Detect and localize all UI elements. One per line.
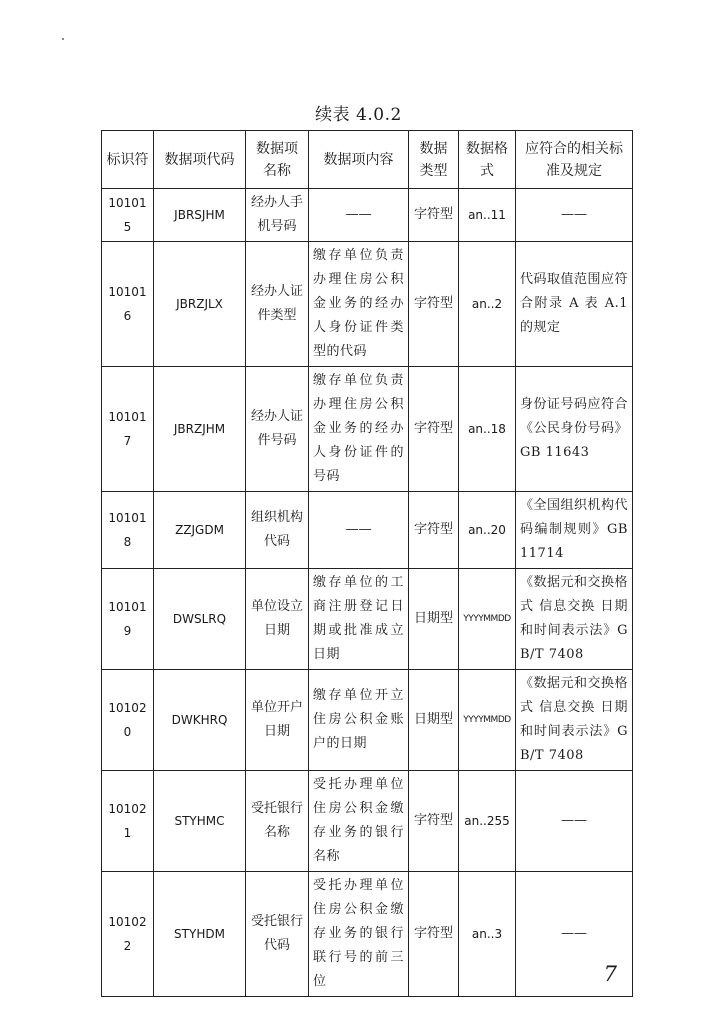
cell-type: 日期型: [409, 670, 459, 771]
cell-code: JBRZJLX: [154, 242, 246, 367]
cell-name: 组织机构代码: [246, 492, 309, 569]
cell-code: STYHDM: [154, 872, 246, 997]
cell-content: 缴存单位负责办理住房公积金业务的经办人身份证件的号码: [309, 367, 409, 492]
table-row: [102, 242, 633, 367]
cell-format: YYYYMMDD: [459, 569, 516, 670]
cell-content: 受托办理单位住房公积金缴存业务的银行名称: [309, 771, 409, 872]
cell-content: 缴存单位开立住房公积金账户的日期: [309, 670, 409, 771]
cell-standard: 《数据元和交换格式 信息交换 日期和时间表示法》GB/T 7408: [516, 569, 633, 670]
cell-standard: ——: [516, 771, 633, 872]
cell-standard: 代码取值范围应符合附录 A 表 A.1 的规定: [516, 242, 633, 367]
cell-identifier: 101020: [102, 670, 154, 771]
cell-type: 日期型: [409, 569, 459, 670]
table-row: [102, 872, 633, 997]
cell-name: 经办人证件号码: [246, 367, 309, 492]
cell-content: 受托办理单位住房公积金缴存业务的银行联行号的前三位: [309, 872, 409, 997]
cell-format: an..3: [459, 872, 516, 997]
table-row: [102, 189, 633, 242]
table-row: [102, 367, 633, 492]
header-item-name: 数据项名称: [246, 131, 309, 189]
cell-type: 字符型: [409, 872, 459, 997]
cell-code: ZZJGDM: [154, 492, 246, 569]
table-row: [102, 670, 633, 771]
data-item-table: [101, 130, 633, 997]
table-caption: 续表 4.0.2: [315, 105, 402, 125]
cell-format: an..20: [459, 492, 516, 569]
header-data-type: 数据类型: [409, 131, 459, 189]
cell-standard: 《数据元和交换格式 信息交换 日期和时间表示法》GB/T 7408: [516, 670, 633, 771]
scan-dot: [62, 38, 64, 40]
page-number: 7: [603, 962, 617, 986]
cell-standard: ——: [516, 872, 633, 997]
cell-standard: 身份证号码应符合《公民身份号码》GB 11643: [516, 367, 633, 492]
cell-identifier: 101022: [102, 872, 154, 997]
cell-identifier: 101018: [102, 492, 154, 569]
cell-type: 字符型: [409, 242, 459, 367]
cell-type: 字符型: [409, 771, 459, 872]
cell-identifier: 101015: [102, 189, 154, 242]
cell-code: DWKHRQ: [154, 670, 246, 771]
cell-name: 单位开户日期: [246, 670, 309, 771]
cell-code: JBRZJHM: [154, 367, 246, 492]
cell-content: 缴存单位负责办理住房公积金业务的经办人身份证件类型的代码: [309, 242, 409, 367]
header-identifier: 标识符: [102, 131, 154, 189]
table-row: [102, 492, 633, 569]
cell-format: YYYYMMDD: [459, 670, 516, 771]
header-standards: 应符合的相关标准及规定: [516, 131, 633, 189]
cell-identifier: 101017: [102, 367, 154, 492]
cell-code: JBRSJHM: [154, 189, 246, 242]
cell-format: an..2: [459, 242, 516, 367]
header-item-content: 数据项内容: [309, 131, 409, 189]
header-data-format: 数据格式: [459, 131, 516, 189]
cell-identifier: 101019: [102, 569, 154, 670]
cell-identifier: 101021: [102, 771, 154, 872]
cell-format: an..11: [459, 189, 516, 242]
cell-content: ——: [309, 189, 409, 242]
header-item-code: 数据项代码: [154, 131, 246, 189]
cell-type: 字符型: [409, 189, 459, 242]
cell-name: 受托银行代码: [246, 872, 309, 997]
cell-content: ——: [309, 492, 409, 569]
cell-type: 字符型: [409, 492, 459, 569]
table-row: [102, 569, 633, 670]
cell-name: 经办人手机号码: [246, 189, 309, 242]
cell-name: 经办人证件类型: [246, 242, 309, 367]
cell-format: an..255: [459, 771, 516, 872]
table-row: [102, 771, 633, 872]
cell-type: 字符型: [409, 367, 459, 492]
cell-content: 缴存单位的工商注册登记日期或批准成立日期: [309, 569, 409, 670]
cell-identifier: 101016: [102, 242, 154, 367]
cell-format: an..18: [459, 367, 516, 492]
cell-standard: 《全国组织机构代码编制规则》GB 11714: [516, 492, 633, 569]
cell-name: 单位设立日期: [246, 569, 309, 670]
cell-name: 受托银行名称: [246, 771, 309, 872]
cell-code: DWSLRQ: [154, 569, 246, 670]
cell-standard: ——: [516, 189, 633, 242]
cell-code: STYHMC: [154, 771, 246, 872]
table-header-row: [102, 131, 633, 189]
